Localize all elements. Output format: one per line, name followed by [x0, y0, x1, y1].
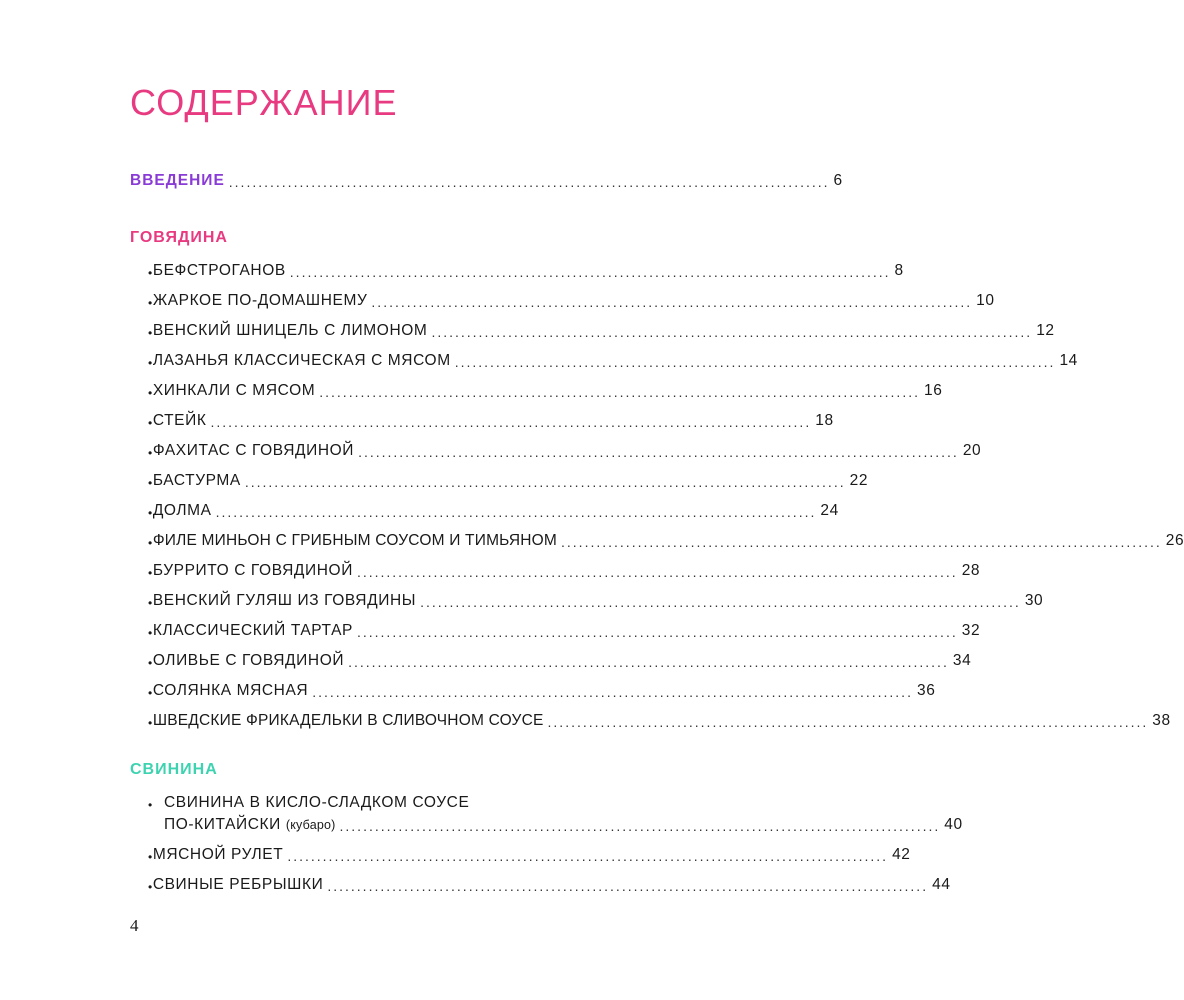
page-ref: 28: [961, 562, 981, 579]
item-label: СОЛЯНКА МЯСНАЯ: [152, 682, 309, 699]
leader-dots: ......................................................................................................: [244, 474, 846, 490]
item-label: СВИНЫЕ РЕБРЫШКИ: [152, 876, 324, 893]
page-ref: 18: [815, 412, 834, 429]
item-label: ХИНКАЛИ С МЯСОМ: [152, 382, 316, 399]
page-ref: 20: [962, 442, 982, 459]
bullet-icon: •: [148, 626, 153, 640]
bullet-icon: •: [148, 266, 153, 280]
page-ref: 40: [944, 816, 963, 833]
bullet-icon: •: [148, 686, 153, 700]
item-label: КЛАССИЧЕСКИЙ ТАРТАР: [152, 622, 353, 639]
page-ref: 44: [932, 876, 951, 893]
bullet-icon: •: [148, 798, 153, 812]
toc-row[interactable]: [148, 708, 1171, 730]
item-label: БУРРИТО С ГОВЯДИНОЙ: [152, 562, 353, 579]
leader-dots: ......................................................................................................: [358, 444, 959, 460]
toc-row[interactable]: [148, 318, 1055, 340]
bullet-icon: •: [148, 356, 153, 370]
toc-row-first-line[interactable]: [148, 790, 727, 812]
page-ref: 22: [849, 472, 869, 489]
leader-dots: ......................................................................................................: [289, 264, 891, 280]
toc-row[interactable]: [148, 258, 904, 280]
page-ref: 30: [1024, 592, 1044, 609]
leader-dots: ......................................................................................................: [420, 594, 1021, 610]
toc-row[interactable]: [148, 498, 839, 520]
page-ref: 14: [1059, 352, 1078, 369]
toc-row[interactable]: [148, 348, 1078, 370]
toc-row[interactable]: [148, 558, 981, 580]
page-ref: 6: [833, 172, 843, 189]
bullet-icon: •: [148, 326, 153, 340]
item-label: ВЕНСКИЙ ГУЛЯШ ИЗ ГОВЯДИНЫ: [152, 592, 417, 609]
toc-row[interactable]: [148, 408, 834, 430]
bullet-icon: •: [148, 416, 153, 430]
page-ref: 12: [1036, 322, 1055, 339]
item-label: МЯСНОЙ РУЛЕТ: [152, 846, 284, 863]
toc-row[interactable]: [148, 438, 982, 460]
leader-dots: ......................................................................................................: [547, 714, 1149, 730]
leader-dots: ......................................................................................................: [356, 564, 958, 580]
page-title: СОДЕРЖАНИЕ: [130, 82, 398, 123]
bullet-icon: •: [148, 386, 153, 400]
page-ref: 16: [924, 382, 943, 399]
page-ref: 38: [1152, 712, 1171, 729]
bullet-icon: •: [148, 716, 153, 730]
bullet-icon: •: [148, 850, 153, 864]
toc-row[interactable]: [148, 618, 981, 640]
item-label: ШВЕДСКИЕ ФРИКАДЕЛЬКИ В СЛИВОЧНОМ СОУСЕ: [152, 712, 544, 729]
item-label-note: (кубаро): [285, 818, 336, 832]
page-ref: 10: [976, 292, 995, 309]
page-ref: 24: [820, 502, 839, 519]
item-label: СВИНИНА В КИСЛО-СЛАДКОМ СОУСЕ: [164, 794, 470, 811]
item-label: БЕФСТРОГАНОВ: [152, 262, 286, 279]
leader-dots: ......................................................................................................: [327, 878, 929, 894]
leader-dots: ......................................................................................................: [210, 414, 812, 430]
page-ref: 8: [894, 262, 904, 279]
page-number: 4: [130, 916, 139, 935]
toc-row[interactable]: [148, 588, 1044, 610]
page-ref: 32: [961, 622, 981, 639]
leader-dots: ......................................................................................................: [228, 174, 830, 190]
bullet-icon: •: [148, 446, 153, 460]
toc-row-intro[interactable]: [130, 168, 843, 190]
item-label: СТЕЙК: [152, 412, 207, 429]
item-label: БАСТУРМА: [152, 472, 241, 489]
toc-row-continuation[interactable]: [164, 812, 963, 834]
item-label: ФИЛЕ МИНЬОН С ГРИБНЫМ СОУСОМ И ТИМЬЯНОМ: [152, 532, 558, 549]
item-label: ДОЛМА: [152, 502, 212, 519]
page-ref: 34: [952, 652, 972, 669]
leader-dots: ......................................................................................................: [356, 624, 958, 640]
page-ref: 26: [1165, 532, 1184, 549]
bullet-icon: •: [148, 506, 153, 520]
bullet-icon: •: [148, 536, 153, 550]
leader-dots: ......................................................................................................: [348, 654, 949, 670]
leader-dots: ......................................................................................................: [371, 294, 973, 310]
toc-row[interactable]: [148, 648, 972, 670]
leader-dots: ......................................................................................................: [215, 504, 817, 520]
leader-dots: ......................................................................................................: [312, 684, 913, 700]
intro-label: ВВЕДЕНИЕ: [130, 172, 225, 189]
bullet-icon: •: [148, 566, 153, 580]
bullet-icon: •: [148, 476, 153, 490]
leader-dots: ......................................................................................................: [339, 818, 941, 834]
toc-row[interactable]: [148, 468, 869, 490]
item-label-cont: [164, 816, 336, 834]
toc-row[interactable]: [148, 528, 1184, 550]
bullet-icon: •: [148, 596, 153, 610]
item-label: ВЕНСКИЙ ШНИЦЕЛЬ С ЛИМОНОМ: [152, 322, 428, 339]
bullet-icon: •: [148, 656, 153, 670]
leader-dots: ......................................................................................................: [287, 848, 889, 864]
item-label: ЖАРКОЕ ПО-ДОМАШНЕМУ: [152, 292, 368, 309]
item-label-line2: ПО-КИТАЙСКИ: [164, 816, 281, 833]
toc-row[interactable]: [148, 842, 911, 864]
item-label: ФАХИТАС С ГОВЯДИНОЙ: [152, 442, 355, 459]
section-heading-beef: ГОВЯДИНА: [130, 229, 228, 246]
leader-dots: ......................................................................................................: [561, 534, 1162, 550]
bullet-icon: •: [148, 296, 153, 310]
leader-dots: ......................................................................................................: [454, 354, 1056, 370]
page-ref: 42: [892, 846, 911, 863]
page-ref: 36: [916, 682, 936, 699]
section-heading-pork: СВИНИНА: [130, 761, 218, 778]
item-label: ОЛИВЬЕ С ГОВЯДИНОЙ: [152, 652, 345, 669]
toc-row[interactable]: [148, 288, 995, 310]
bullet-icon: •: [148, 880, 153, 894]
toc-row[interactable]: [148, 872, 951, 894]
leader-dots: ......................................................................................................: [319, 384, 920, 400]
item-label: ЛАЗАНЬЯ КЛАССИЧЕСКАЯ С МЯСОМ: [152, 352, 451, 369]
toc-row[interactable]: [148, 378, 943, 400]
leader-dots: ......................................................................................................: [431, 324, 1033, 340]
toc-row[interactable]: [148, 678, 936, 700]
